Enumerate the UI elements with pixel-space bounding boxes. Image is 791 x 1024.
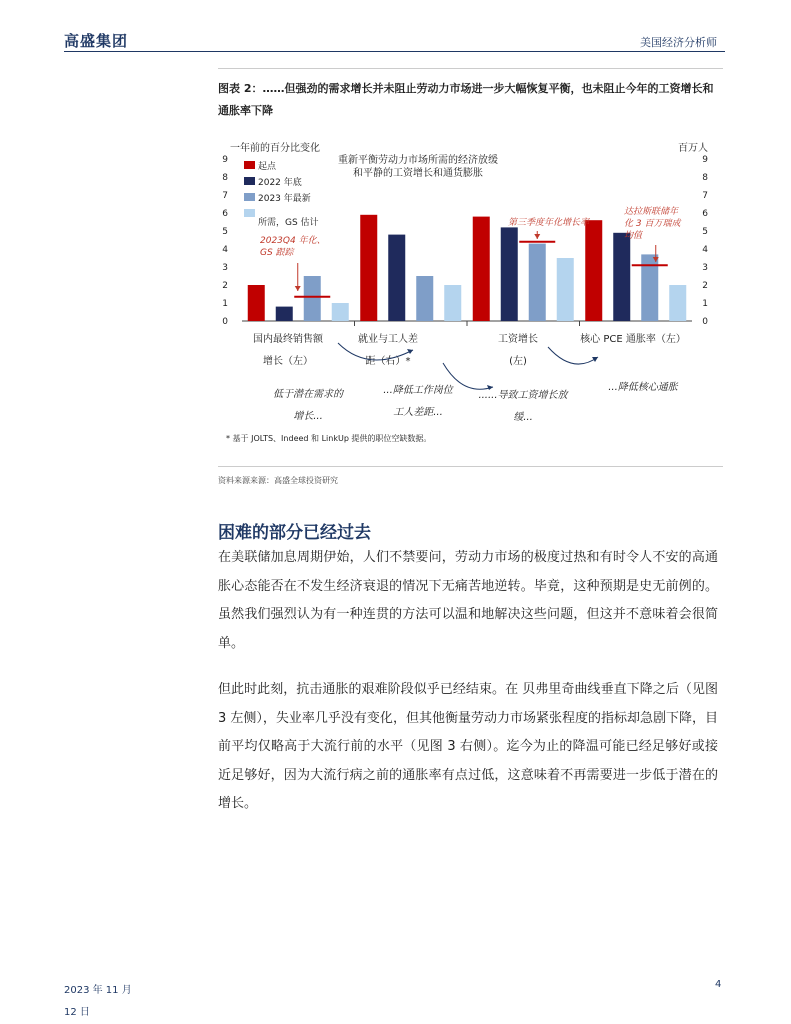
bar [276, 307, 293, 321]
flow-arrow [548, 347, 598, 364]
y-tick-right: 0 [702, 317, 708, 327]
annotation-arrow-head [534, 234, 540, 239]
legend-swatch [244, 177, 255, 185]
y-tick-right: 5 [702, 227, 708, 237]
bar [473, 217, 490, 321]
y-tick-left: 3 [222, 263, 228, 273]
category-label: 核心 PCE 通胀率（左） [580, 334, 686, 345]
category-label: 增长（左） [263, 356, 313, 367]
bar [360, 215, 377, 321]
figure-title: 图表 2：……但强劲的需求增长并未阻止劳动力市场进一步大幅恢复平衡，也未阻止今年的工资增长和通胀率下降 [218, 82, 714, 117]
figure-chart [218, 135, 718, 455]
bar [388, 235, 405, 321]
y-tick-left: 6 [222, 209, 228, 219]
flow-caption: ......导致工资增长放 [478, 390, 568, 401]
chart-title-line: 和平静的工资增长和通货膨胀 [353, 168, 483, 179]
page-number: 4 [715, 979, 722, 990]
bar [501, 227, 518, 321]
y-tick-left: 0 [222, 317, 228, 327]
y-tick-right: 3 [702, 263, 708, 273]
header-divider [64, 51, 725, 52]
annotation-text: 化 3 百万瑞成 [624, 219, 681, 229]
y-tick-left: 5 [222, 227, 228, 237]
chart-title-line: 重新平衡劳动力市场所需的经济放缓 [338, 155, 498, 166]
y-tick-left: 9 [222, 155, 228, 165]
y-axis-left-label: 一年前的百分比变化 [230, 143, 320, 154]
flow-caption: ...降低核心通胀 [608, 382, 678, 393]
flow-arrow-head [407, 349, 413, 354]
y-tick-left: 8 [222, 173, 228, 183]
y-tick-right: 8 [702, 173, 708, 183]
bar [444, 285, 461, 321]
y-tick-right: 2 [702, 281, 708, 291]
report-section-name: 美国经济分析师 [640, 36, 717, 49]
annotation-arrow-head [295, 286, 301, 291]
flow-caption: 工人差距... [393, 407, 443, 418]
bar [585, 220, 602, 321]
figure-top-divider [218, 68, 723, 69]
bar [332, 303, 349, 321]
annotation-text: 达拉斯联储年 [624, 207, 679, 217]
flow-caption: 增长... [293, 411, 323, 422]
y-tick-right: 1 [702, 299, 708, 309]
legend-swatch [244, 193, 255, 201]
y-tick-right: 6 [702, 209, 708, 219]
y-tick-left: 4 [222, 245, 228, 255]
legend-label: 2022 年底 [258, 178, 302, 188]
y-tick-left: 2 [222, 281, 228, 291]
category-label: 距（右）* [365, 356, 411, 367]
bar [613, 233, 630, 321]
y-tick-left: 7 [222, 191, 228, 201]
legend-swatch [244, 161, 255, 169]
annotation-text: 均值 [624, 231, 643, 241]
category-label: 工资增长 [498, 334, 538, 345]
legend-label: 2023 年最新 [258, 194, 311, 204]
category-label: (左) [509, 356, 527, 367]
annotation-text: 2023Q4 年化、 [260, 236, 326, 246]
category-label: 就业与工人差 [358, 334, 418, 345]
flow-arrow-head [592, 357, 598, 362]
flow-caption: 缓... [513, 412, 533, 423]
category-label: 国内最终销售额 [253, 334, 323, 345]
bar [416, 276, 433, 321]
bar [304, 276, 321, 321]
brand-logo-text: 高盛集团 [64, 32, 129, 50]
figure-bottom-divider [218, 466, 723, 467]
legend-swatch [244, 209, 255, 217]
section-heading: 困难的部分已经过去 [218, 523, 371, 543]
bar [248, 285, 265, 321]
legend-label: 所需，GS 估计 [258, 218, 319, 228]
footer-date: 2023 年 11 月 12 日 [64, 985, 132, 1018]
y-tick-right: 9 [702, 155, 708, 165]
annotation-text: GS 跟踪 [260, 248, 294, 258]
flow-caption: 低于潜在需求的 [273, 389, 343, 400]
y-axis-right-label: 百万人 [678, 143, 708, 154]
y-tick-right: 4 [702, 245, 708, 255]
chart-footnote: * 基于 JOLTS、Indeed 和 LinkUp 提供的职位空缺数据。 [226, 434, 432, 443]
annotation-text: 第三季度年化增长率 [508, 218, 590, 228]
figure-source: 资料来源来源：高盛全球投资研究 [218, 476, 338, 485]
y-tick-left: 1 [222, 299, 228, 309]
legend-label: 起点 [258, 162, 277, 172]
bar [669, 285, 686, 321]
body-paragraph: 但此时此刻，抗击通胀的艰难阶段似乎已经结束。在 贝弗里奇曲线垂直下降之后（见图 3 左侧），失业率几乎没有变化，但其他衡量劳动力市场紧张程度的指标却急剧下降，目前平均仅略高于大流行前的水平（见图 3 右侧）。迄今为止的降温可能已经足够好或接近足够好，因为大流行病之前的通胀率有点过低，这意味着不再需要进一步低于潜在的增长。 [218, 682, 718, 811]
bar [557, 258, 574, 321]
body-paragraph: 在美联储加息周期伊始，人们不禁要问，劳动力市场的极度过热和有时令人不安的高通胀心态能否在不发生经济衰退的情况下无痛苦地逆转。毕竟，这种预期是史无前例的。虽然我们强烈认为有一种连贯的方法可以温和地解决这些问题，但这并不意味着会很简单。 [218, 550, 718, 651]
bar [529, 244, 546, 321]
flow-caption: ...降低工作岗位 [383, 385, 453, 396]
y-tick-right: 7 [702, 191, 708, 201]
